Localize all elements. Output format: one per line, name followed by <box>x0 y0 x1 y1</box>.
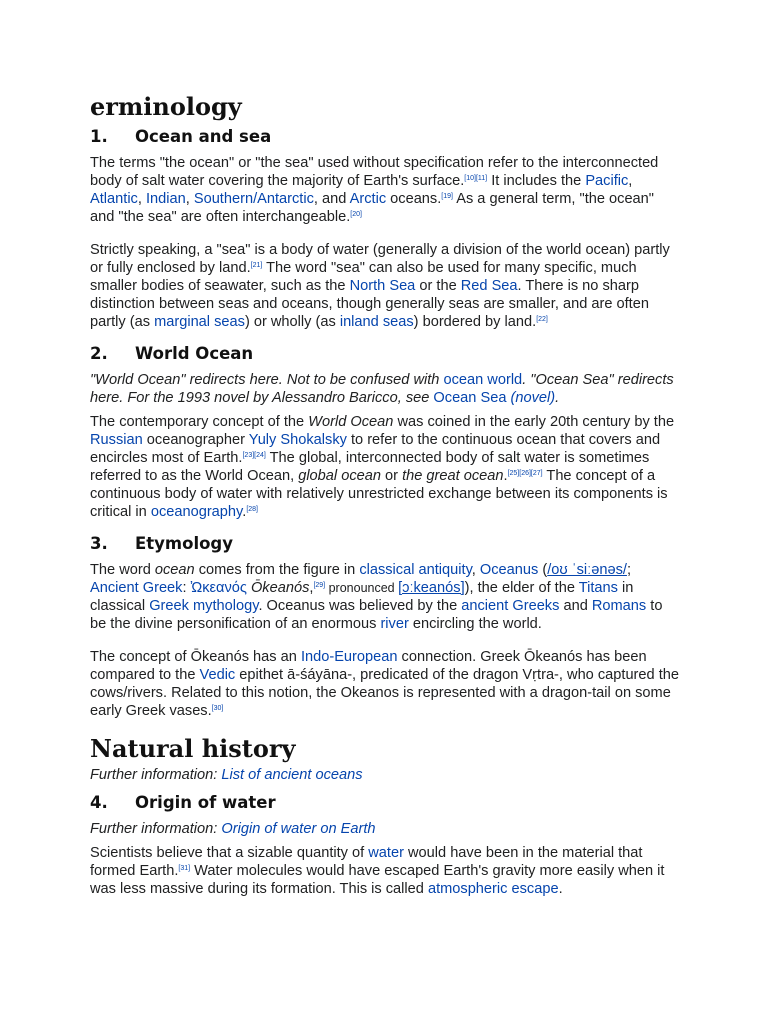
text: or <box>380 468 403 484</box>
text: in classical <box>90 580 634 614</box>
citation-link[interactable]: [23][24] <box>242 452 266 459</box>
text: . There is no sharp distinction between seas and oceans, though generally seas are smaller, and are often partly (as <box>90 278 649 330</box>
paragraph <box>90 154 680 226</box>
section-title-terminology: erminology <box>90 92 242 121</box>
link-classical-antiquity[interactable]: classical antiquity <box>359 562 472 578</box>
link-titans[interactable]: Titans <box>578 580 618 596</box>
text: , <box>137 191 146 207</box>
text: The global, interconnected body of salt water is sometimes referred to as the World Ocean, <box>90 450 650 484</box>
text: encircling the world. <box>408 616 542 632</box>
link-southern-antarctic[interactable]: Southern/Antarctic <box>193 191 314 207</box>
text: was coined in the early 20th century by the <box>393 414 675 430</box>
heading-text: Origin of water <box>135 793 276 812</box>
paragraph <box>90 241 680 331</box>
text: . Oceanus was believed by the <box>258 598 462 614</box>
link-ocean-sea-novel[interactable]: (novel) <box>506 390 556 406</box>
text: , and <box>313 191 350 207</box>
article <box>90 90 680 913</box>
text: Further information: <box>90 821 222 837</box>
text: . "Ocean Sea" redirects here. For the 1993 novel by Alessandro Baricco, see <box>90 372 674 406</box>
italic-text: ocean <box>154 562 195 578</box>
link-romans[interactable]: Romans <box>591 598 647 614</box>
text: oceanographer <box>142 432 249 448</box>
pronounced-label: pronounced <box>325 581 399 595</box>
link-inland-seas[interactable]: inland seas <box>339 314 414 330</box>
link-north-sea[interactable]: North Sea <box>349 278 416 294</box>
link-yuly-shokalsky[interactable]: Yuly Shokalsky <box>248 432 347 448</box>
link-river[interactable]: river <box>380 616 409 632</box>
citation-link[interactable]: [19] <box>441 193 453 200</box>
link-oceanus[interactable]: Oceanus <box>479 562 539 578</box>
text: : <box>182 580 191 596</box>
text: The concept of a continuous body of water with relatively unrestricted exchange between its components is critical in <box>90 468 668 520</box>
section-title-natural-history: Natural history <box>90 734 296 763</box>
heading-number: 3. <box>90 534 108 553</box>
link-vedic[interactable]: Vedic <box>199 667 236 683</box>
text: "World Ocean" redirects here. Not to be confused with <box>90 372 444 388</box>
link-ipa[interactable]: [ɔːkeanós] <box>398 580 465 596</box>
citation-link[interactable]: [20] <box>350 211 362 218</box>
heading-ocean-and-sea <box>90 126 680 148</box>
text: and <box>559 598 592 614</box>
link-marginal-seas[interactable]: marginal seas <box>154 314 245 330</box>
heading-number: 4. <box>90 793 108 812</box>
heading-number: 1. <box>90 127 108 146</box>
link-pronunciation[interactable]: /oʊ ˈsiːənəs/ <box>547 562 627 578</box>
hatnote <box>90 371 680 407</box>
text: The terms "the ocean" or "the sea" used without specification refer to the interconnected body of salt water covering the majority of Earth's surface. <box>90 155 659 189</box>
text: Scientists believe that a sizable quantity of <box>90 845 369 861</box>
text: Further information: <box>90 767 222 783</box>
italic-text: the great ocean <box>402 468 504 484</box>
link-list-of-ancient-oceans[interactable]: List of ancient oceans <box>221 767 363 783</box>
link-ocean-sea[interactable]: Ocean Sea <box>433 390 507 406</box>
text: epithet ā-śáyāna-, predicated of the dragon Vṛtra-, who captured the cows/rivers. Related to this notion, the Okeanos is represented with a dragon-tail on some early Greek vases. <box>90 667 679 719</box>
text: or the <box>415 278 461 294</box>
text: Strictly speaking, a "sea" is a body of water (generally a division of the world ocean) partly or fully enclosed by land. <box>90 242 670 276</box>
text: The concept of Ōkeanós has an <box>90 649 301 665</box>
text: It includes the <box>487 173 586 189</box>
link-arctic[interactable]: Arctic <box>349 191 387 207</box>
citation-link[interactable]: [30] <box>211 705 224 712</box>
link-ocean-world[interactable]: ocean world <box>443 372 523 388</box>
link-indian[interactable]: Indian <box>145 191 186 207</box>
text: oceans. <box>386 191 442 207</box>
text: , <box>471 562 480 578</box>
heading-origin-of-water <box>90 792 680 814</box>
paragraph <box>90 413 680 521</box>
paragraph <box>90 648 680 720</box>
text: The contemporary concept of the <box>90 414 309 430</box>
link-water[interactable]: water <box>368 845 404 861</box>
citation-link[interactable]: [21] <box>250 262 263 269</box>
link-okeanos-greek[interactable]: Ὠκεανός <box>190 580 247 596</box>
text: comes from the figure in <box>194 562 360 578</box>
citation-link[interactable]: [29] <box>313 582 326 589</box>
further-information <box>90 820 680 838</box>
citation-link[interactable]: [28] <box>246 506 258 513</box>
citation-link[interactable]: [22] <box>536 316 548 323</box>
text: would have been in the material that formed Earth. <box>90 845 643 879</box>
text: . <box>558 881 563 897</box>
text: . <box>503 468 508 484</box>
italic-text: World Ocean <box>308 414 394 430</box>
heading-world-ocean <box>90 343 680 365</box>
italic-text: Ōkeanós <box>246 580 310 596</box>
text: ) or wholly (as <box>244 314 340 330</box>
paragraph <box>90 561 680 633</box>
link-ancient-greeks[interactable]: ancient Greeks <box>461 598 560 614</box>
link-greek-mythology[interactable]: Greek mythology <box>149 598 259 614</box>
text: The word "sea" can also be used for many specific, much smaller bodies of seawater, such as the <box>90 260 637 294</box>
heading-text: World Ocean <box>135 344 254 363</box>
heading-number: 2. <box>90 344 108 363</box>
heading-etymology <box>90 533 680 555</box>
italic-text: global ocean <box>298 468 381 484</box>
text: , <box>185 191 194 207</box>
text: ; <box>626 562 631 578</box>
text: ( <box>538 562 548 578</box>
text: ), the elder of the <box>464 580 579 596</box>
text: to be the divine personification of an enormous <box>90 598 663 632</box>
paragraph <box>90 844 680 898</box>
heading-text: Etymology <box>135 534 234 553</box>
citation-link[interactable]: [31] <box>178 865 191 872</box>
text: , <box>628 173 633 189</box>
link-ancient-greek[interactable]: Ancient Greek <box>90 580 183 596</box>
text: The word <box>90 562 155 578</box>
heading-text: Ocean and sea <box>135 127 272 146</box>
text: , <box>309 580 314 596</box>
link-origin-of-water-on-earth[interactable]: Origin of water on Earth <box>221 821 376 837</box>
text: As a general term, "the ocean" and "the sea" are often interchangeable. <box>90 191 654 225</box>
link-russian[interactable]: Russian <box>90 432 143 448</box>
link-indo-european[interactable]: Indo-European <box>300 649 398 665</box>
link-atmospheric-escape[interactable]: atmospheric escape <box>427 881 559 897</box>
link-atlantic[interactable]: Atlantic <box>90 191 138 207</box>
text: . <box>242 504 247 520</box>
further-information <box>90 766 680 784</box>
text: ) bordered by land. <box>413 314 537 330</box>
text: Water molecules would have escaped Earth's gravity more easily when it was less massive during its formation. This is called <box>90 863 665 897</box>
link-red-sea[interactable]: Red Sea <box>460 278 518 294</box>
text: connection. Greek Ōkeanós has been compared to the <box>90 649 647 683</box>
link-pacific[interactable]: Pacific <box>585 173 629 189</box>
text: to refer to the continuous ocean that covers and encircles most of Earth. <box>90 432 661 466</box>
citation-link[interactable]: [25][26][27] <box>507 470 543 477</box>
text: . <box>555 390 560 406</box>
link-oceanography[interactable]: oceanography <box>150 504 243 520</box>
citation-link[interactable]: [10][11] <box>464 175 488 182</box>
